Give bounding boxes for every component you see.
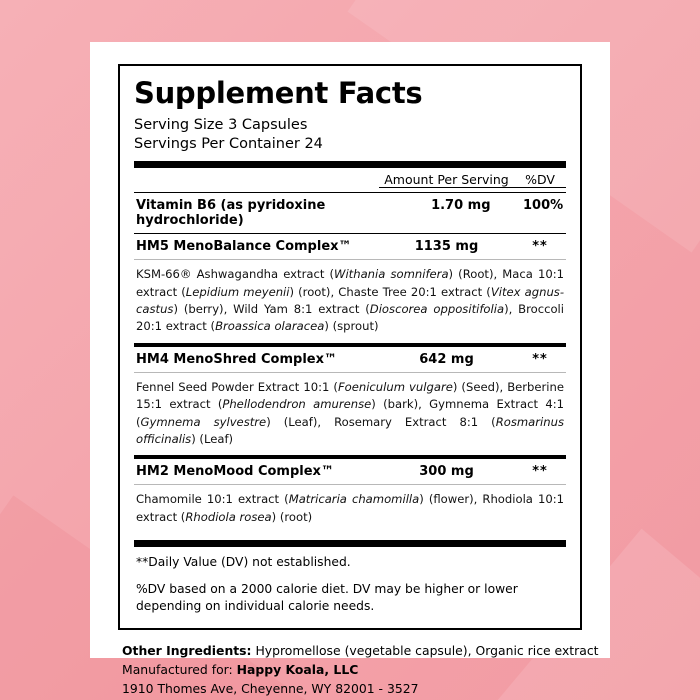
nutrient-amount: 642 mg: [419, 351, 474, 367]
column-header-amount: Amount Per Serving: [379, 171, 514, 188]
table-row: [134, 347, 566, 372]
ingredient-description-menobalance: KSM-66® Ashwagandha extract (Withania somnifera) (Root), Maca 10:1 extract (Lepidium meyenii) (root), Chaste Tree 20:1 extract (Vitex agnus-castus) (berry), Wild Yam 8:1 extract (Dioscorea oppositifolia), Broccoli 20:1 extract (Broassica olaracea) (sprout): [136, 267, 565, 334]
manufacturer-name: Happy Koala, LLC: [236, 661, 359, 677]
nutrient-amount: 300 mg: [419, 464, 474, 480]
nutrient-dv: **: [532, 464, 548, 480]
column-header-row: [134, 168, 566, 192]
manufacturer-label: Manufactured for:: [122, 661, 233, 677]
nutrient-amount: 1.70 mg: [431, 198, 491, 214]
nutrient-name: HM4 MenoShred Complex™: [136, 351, 337, 367]
serving-size: Serving Size 3 Capsules: [134, 116, 308, 133]
footnote-dv-not-established: **Daily Value (DV) not established.: [136, 555, 351, 570]
nutrient-dv: 100%: [523, 198, 564, 214]
supplement-label-card: [90, 42, 610, 696]
other-ingredients-value: Hypromellose (vegetable capsule), Organic rice extract: [255, 642, 599, 658]
column-header-dv: %DV: [514, 171, 566, 188]
manufacturer-line: [122, 660, 580, 679]
divider-thick-top: [134, 161, 566, 168]
other-ingredients-label: Other Ingredients:: [122, 642, 252, 658]
nutrient-dv: **: [532, 351, 548, 367]
table-row: [134, 234, 566, 259]
other-ingredients-line: [122, 641, 599, 660]
supplement-facts-box: [118, 64, 582, 630]
nutrient-amount: 1135 mg: [414, 239, 479, 255]
page-title: Supplement Facts: [134, 76, 423, 110]
nutrient-name: HM2 MenoMood Complex™: [136, 464, 334, 480]
ingredient-description-menomood: Chamomile 10:1 extract (Matricaria chamomilla) (flower), Rhodiola 10:1 extract (Rhodiola rosea) (root): [136, 492, 565, 524]
table-row: [134, 193, 566, 233]
manufacturer-address: 1910 Thomes Ave, Cheyenne, WY 82001 - 3527: [122, 681, 419, 696]
servings-per-container: Servings Per Container 24: [134, 136, 323, 153]
ingredient-description-menoshred: Fennel Seed Powder Extract 10:1 (Foeniculum vulgare) (Seed), Berberine 15:1 extract (Phellodendron amurense) (bark), Gymnema Extract 4:1 (Gymnema sylvestre) (Leaf), Rosemary Extract 8:1 (Rosmarinus officinalis) (Leaf): [136, 379, 565, 447]
nutrient-dv: **: [532, 239, 548, 255]
footnote-calorie-diet: %DV based on a 2000 calorie diet. DV may be higher or lower depending on individual calorie needs.: [136, 581, 518, 614]
divider-thick-bottom: [134, 540, 566, 547]
nutrient-name: Vitamin B6 (as pyridoxine hydrochloride): [136, 198, 326, 229]
nutrient-name: HM5 MenoBalance Complex™: [136, 239, 352, 255]
other-ingredients-block: [118, 630, 599, 699]
table-row: [134, 459, 566, 484]
